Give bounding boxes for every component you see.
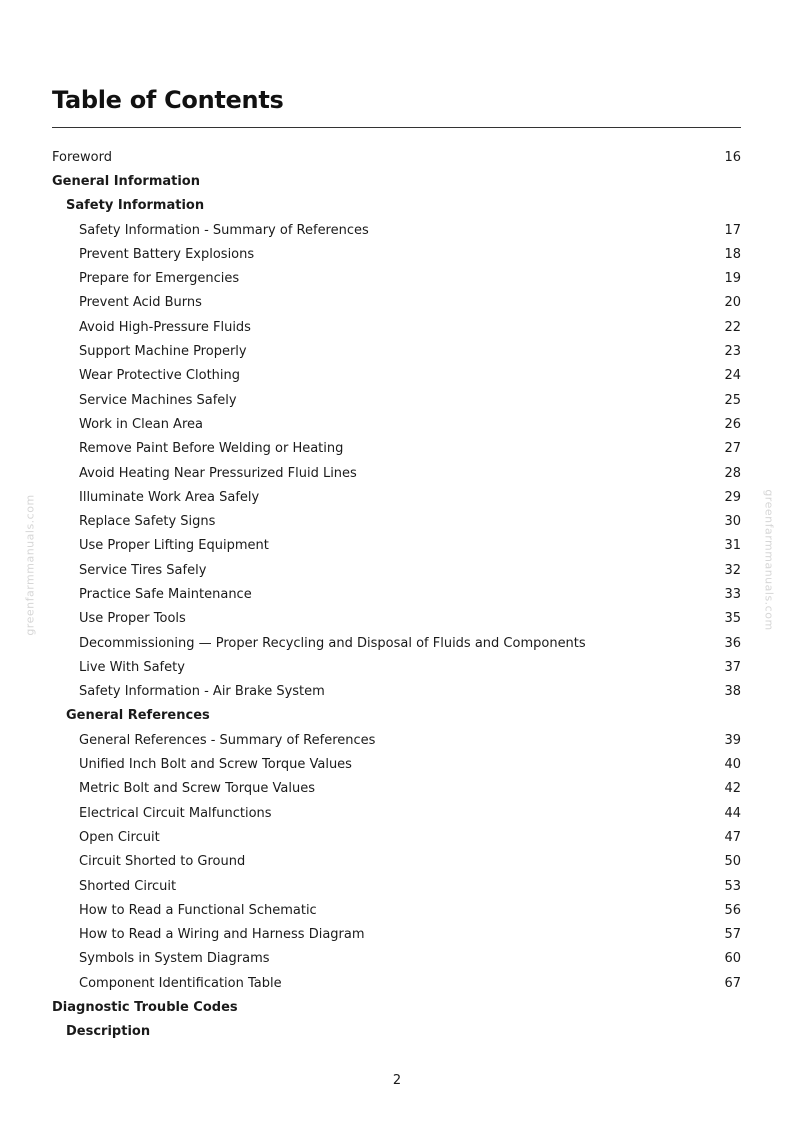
toc-entry[interactable]	[52, 947, 741, 971]
toc-entry-page: 42	[724, 781, 741, 797]
toc-entry[interactable]	[52, 339, 741, 363]
toc-entry-page: 19	[724, 271, 741, 287]
toc-entry-label: Foreword	[52, 149, 112, 165]
toc-entry[interactable]	[52, 655, 741, 679]
toc-entry-page: 24	[724, 368, 741, 384]
toc-entry[interactable]	[52, 315, 741, 339]
toc-entry-page: 33	[724, 586, 741, 602]
toc-entry-label: Component Identification Table	[79, 975, 282, 991]
toc-entry-label: Shorted Circuit	[79, 878, 177, 894]
toc-entry[interactable]	[52, 242, 741, 266]
toc-entry-page: 40	[724, 757, 741, 773]
toc-entry-page: 39	[724, 732, 741, 748]
toc-entry-label: Metric Bolt and Screw Torque Values	[79, 781, 315, 797]
toc-entry-page: 18	[724, 246, 741, 262]
toc-entry[interactable]	[52, 850, 741, 874]
watermark-right: greenfarmmanuals.com	[762, 489, 776, 631]
toc-entry-label: Decommissioning — Proper Recycling and Disposal of Fluids and Components	[79, 635, 586, 651]
toc-entry-label: Avoid High-Pressure Fluids	[79, 319, 251, 335]
toc-entry-label: Service Tires Safely	[79, 562, 207, 578]
toc-entry[interactable]	[52, 534, 741, 558]
toc-entry[interactable]	[52, 971, 741, 995]
toc-entry-page: 36	[724, 635, 741, 651]
toc-entry-label: Practice Safe Maintenance	[79, 586, 252, 602]
toc-entry-label: Diagnostic Trouble Codes	[52, 1000, 238, 1016]
toc-entry[interactable]	[52, 874, 741, 898]
toc-entry[interactable]	[52, 461, 741, 485]
toc-entry-label: Use Proper Lifting Equipment	[79, 538, 269, 554]
toc-entry[interactable]	[52, 218, 741, 242]
toc-entry[interactable]	[52, 728, 741, 752]
toc-entry-page: 50	[724, 854, 741, 870]
toc-entry-label: Wear Protective Clothing	[79, 368, 241, 384]
toc-entry[interactable]	[52, 923, 741, 947]
toc-entry-page: 56	[724, 902, 741, 918]
toc-entry-label: Remove Paint Before Welding or Heating	[79, 441, 344, 457]
toc-entry[interactable]	[52, 266, 741, 290]
toc-entry-page: 32	[724, 562, 741, 578]
toc-entry[interactable]	[52, 364, 741, 388]
toc-entry[interactable]	[52, 145, 741, 169]
toc-entry[interactable]	[52, 777, 741, 801]
toc-entry-page: 20	[724, 295, 741, 311]
toc-entry-page: 37	[724, 659, 741, 675]
toc-entry-label: Symbols in System Diagrams	[79, 951, 270, 967]
toc-entry[interactable]	[52, 291, 741, 315]
toc-entry-page: 38	[724, 684, 741, 700]
toc-entry[interactable]	[52, 607, 741, 631]
toc-entry-label: Work in Clean Area	[79, 416, 203, 432]
toc-entry[interactable]	[52, 437, 741, 461]
toc-entry-page: 60	[724, 951, 741, 967]
toc-entry-label: Service Machines Safely	[79, 392, 237, 408]
toc-entry-label: Prepare for Emergencies	[79, 271, 240, 287]
toc-entry[interactable]	[52, 509, 741, 533]
title-divider	[52, 127, 741, 128]
toc-entry-page: 17	[724, 222, 741, 238]
toc-entry[interactable]	[52, 485, 741, 509]
toc-entry-page: 25	[724, 392, 741, 408]
page-title: Table of Contents	[52, 86, 284, 114]
toc-entry-label: General Information	[52, 173, 200, 189]
toc-section-heading	[52, 704, 741, 728]
toc-entry-label: Safety Information - Air Brake System	[79, 684, 325, 700]
toc-entry-label: Illuminate Work Area Safely	[79, 489, 260, 505]
toc-entry-label: Avoid Heating Near Pressurized Fluid Lines	[79, 465, 357, 481]
toc-entry[interactable]	[52, 825, 741, 849]
toc-entry-page: 31	[724, 538, 741, 554]
toc-entry-page: 22	[724, 319, 741, 335]
toc-entry-page: 47	[724, 829, 741, 845]
toc-entry-page: 16	[724, 149, 741, 165]
toc-section-heading	[52, 194, 741, 218]
toc-entry-page: 53	[724, 878, 741, 894]
toc-entry-label: Replace Safety Signs	[79, 514, 216, 530]
toc-entry[interactable]	[52, 801, 741, 825]
toc-entry[interactable]	[52, 388, 741, 412]
toc-entry[interactable]	[52, 558, 741, 582]
toc-entry-label: General References - Summary of References	[79, 732, 376, 748]
toc-entry[interactable]	[52, 898, 741, 922]
table-of-contents	[52, 145, 741, 1044]
toc-section-heading	[52, 995, 741, 1019]
toc-entry[interactable]	[52, 412, 741, 436]
toc-entry-label: Circuit Shorted to Ground	[79, 854, 246, 870]
toc-entry-label: Use Proper Tools	[79, 611, 186, 627]
watermark-left: greenfarmmanuals.com	[23, 494, 37, 636]
toc-entry-page: 28	[724, 465, 741, 481]
toc-section-heading	[52, 169, 741, 193]
toc-entry-page: 35	[724, 611, 741, 627]
toc-entry-label: Live With Safety	[79, 659, 185, 675]
toc-entry-page: 26	[724, 416, 741, 432]
toc-entry-page: 30	[724, 514, 741, 530]
toc-entry-page: 44	[724, 805, 741, 821]
toc-entry-label: Description	[66, 1024, 151, 1040]
toc-entry-label: How to Read a Wiring and Harness Diagram	[79, 927, 365, 943]
toc-entry-label: Support Machine Properly	[79, 344, 247, 360]
toc-entry-label: Safety Information - Summary of References	[79, 222, 369, 238]
toc-entry-page: 67	[724, 975, 741, 991]
toc-entry-label: Safety Information	[66, 198, 205, 214]
toc-section-heading	[52, 1020, 741, 1044]
toc-entry-label: Electrical Circuit Malfunctions	[79, 805, 272, 821]
toc-entry-label: Open Circuit	[79, 829, 160, 845]
toc-entry-page: 29	[724, 489, 741, 505]
toc-entry-label: General References	[66, 708, 210, 724]
toc-entry-label: Unified Inch Bolt and Screw Torque Values	[79, 757, 352, 773]
toc-entry[interactable]	[52, 582, 741, 606]
toc-entry-label: How to Read a Functional Schematic	[79, 902, 317, 918]
toc-entry[interactable]	[52, 680, 741, 704]
toc-entry-page: 23	[724, 344, 741, 360]
page-number: 2	[392, 1073, 402, 1088]
toc-entry-label: Prevent Acid Burns	[79, 295, 202, 311]
toc-entry-label: Prevent Battery Explosions	[79, 246, 255, 262]
toc-entry-page: 27	[724, 441, 741, 457]
toc-entry[interactable]	[52, 631, 741, 655]
toc-entry[interactable]	[52, 752, 741, 776]
toc-entry-page: 57	[724, 927, 741, 943]
